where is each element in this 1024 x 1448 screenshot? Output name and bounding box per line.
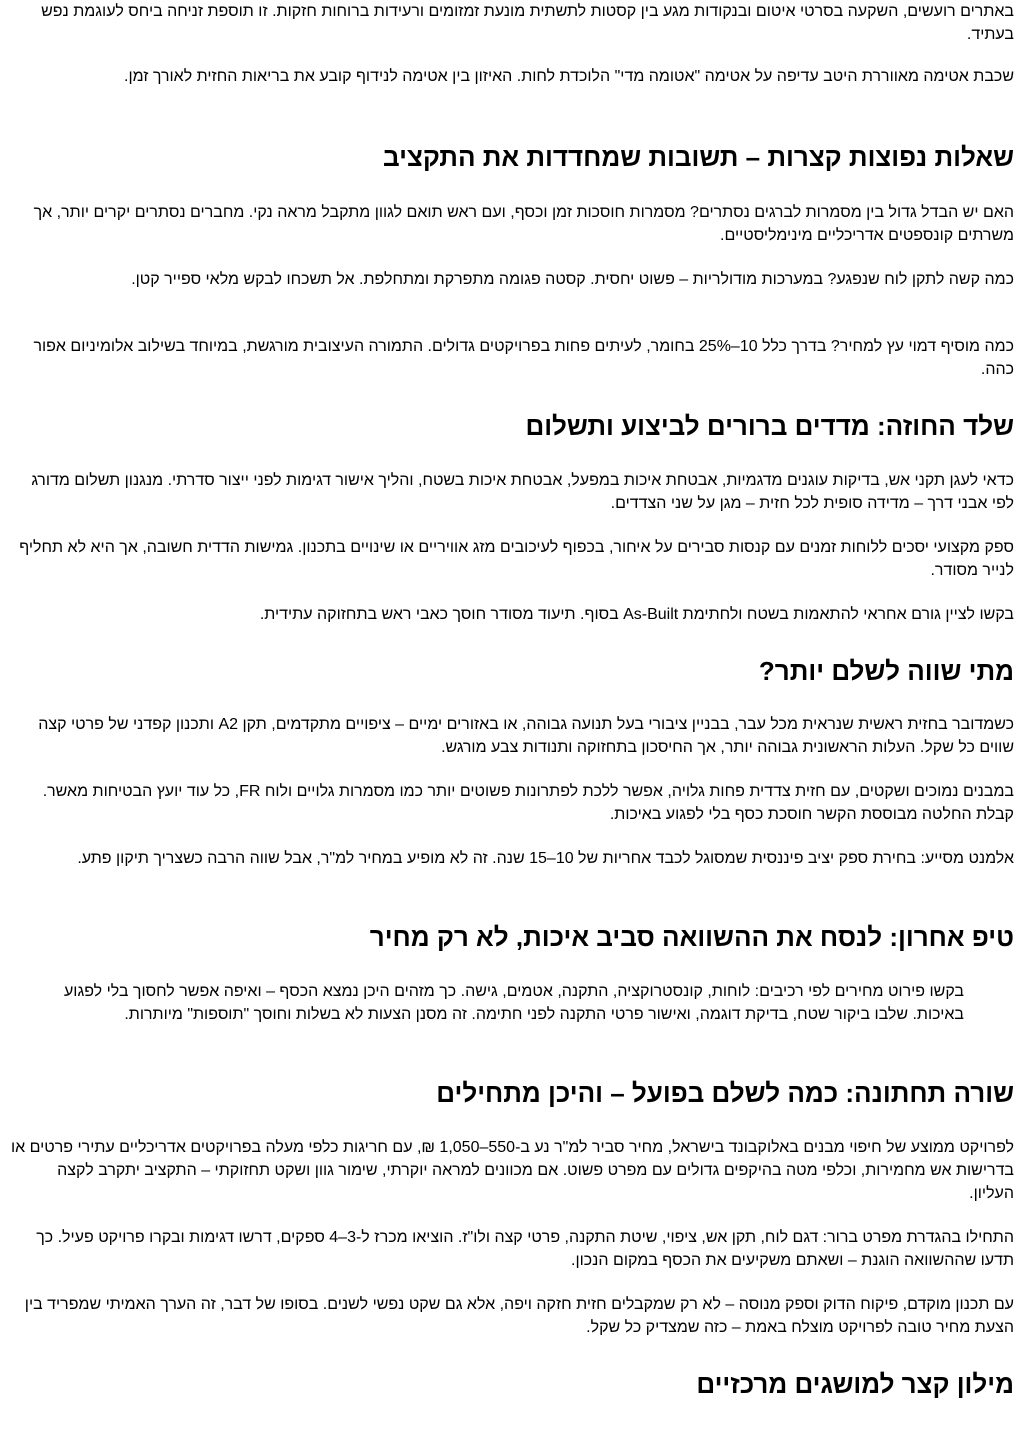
- bottom-paragraph-2: התחילו בהגדרת מפרט ברור: דגם לוח, תקן אש, ציפוי, שיטת התקנה, פרטי קצה ולו"ז. הוציאו מכרז ל-3–4 ספקים, דרשו דגימות ובקרו פרויקט פעיל. כך תדעו שההשוואה הוגנת – ושאתם משקיעים את הכסף במקום הנכון.: [36, 1229, 1014, 1269]
- bottom-heading: שורה תחתונה: כמה לשלם בפועל – והיכן מתחילים: [436, 1078, 1014, 1108]
- contract-heading: שלד החוזה: מדדים ברורים לביצוע ותשלום: [525, 411, 1014, 441]
- contract-paragraph-3: בקשו לציין גורם אחראי להתאמות בשטח ולחתימת As-Built בסוף. תיעוד מסודר חוסך כאבי ראש בתחזוקה עתידית.: [259, 606, 1014, 623]
- faq-paragraph-1: האם יש הבדל גדול בין מסמרות לברגים נסתרים? מסמרות חוסכות זמן וכסף, ועם ראש תואם לגוון מתקבל מראה נקי. מחברים נסתרים יקרים יותר, אך משרתים קונספטים אדריכליים מינימליסטיים.: [33, 204, 1014, 244]
- when-paragraph-2: במבנים נמוכים ושקטים, עם חזית צדדית פחות גלויה, אפשר ללכת לפתרונות פשוטים יותר כמו מסמרות גלויים ולוח FR, כל עוד יועץ הבטיחות מאשר. קבלת החלטה מבוססת הקשר חוסכת כסף בלי לפגוע באיכות.: [42, 783, 1014, 823]
- when-heading: מתי שווה לשלם יותר?: [758, 656, 1014, 686]
- contract-paragraph-2: ספק מקצועי יסכים ללוחות זמנים עם קנסות סבירים על איחור, בכפוף לעיכובים מזג אוויריים או שינויים בתכנון. גמישות הדדית חשובה, אך היא לא תחליף לנייר מסודר.: [19, 539, 1014, 579]
- bottom-paragraph-3: עם תכנון מוקדם, פיקוח הדוק וספק מנוסה – לא רק שמקבלים חזית חזקה ויפה, אלא גם שקט נפשי לשנים. בסופו של דבר, זה הערך האמיתי שמפריד בין הצעת מחיר טובה לפרויקט מוצלח באמת – כזה שמצדיק כל שקל.: [24, 1296, 1014, 1336]
- when-paragraph-3: אלמנט מסייע: בחירת ספק יציב פיננסית שמסוגל לכבד אחריות של 10–15 שנה. זה לא מופיע במחיר למ"ר, אבל שווה הרבה כשצריך תיקון פתע.: [77, 850, 1014, 867]
- glossary-heading: מילון קצר למושגים מרכזיים: [696, 1369, 1014, 1399]
- when-paragraph-1: כשמדובר בחזית ראשית שנראית מכל עבר, בבניין ציבורי בעל תנועה גבוהה, או באזורים ימיים – ציפויים מתקדמים, תקן A2 ותכנון קפדני של פרטי קצה שווים כל שקל. העלות הראשונית גבוהה יותר, אך החיסכון בתחזוקה ותנודות צבע מורגש.: [38, 716, 1014, 756]
- intro-paragraph-1: באתרים רועשים, השקעה בסרטי איטום ובנקודות מגע בין קסטות לתשתית מונעת זמזומים ורעידות ברוחות חזקות. זו תוספת זניחה ביחס לעוגמת נפש בעתיד.: [41, 3, 1014, 43]
- contract-paragraph-1: כדאי לעגן תקני אש, בדיקות עוגנים מדגמיות, אבטחת איכות במפעל, אבטחת איכות בשטח, והליך אישור דגימות לפני ייצור סדרתי. מנגנון תשלום מדורג לפי אבני דרך – מדידה סופית לכל חזית – מגן על שני הצדדים.: [31, 472, 1014, 512]
- faq-paragraph-3: כמה מוסיף דמוי עץ למחיר? בדרך כלל 10–25% בחומר, לעיתים פחות בפרויקטים גדולים. התמורה העיצובית מורגשת, במיוחד בשילוב אלומיניום אפור כהה.: [33, 338, 1014, 378]
- tip-paragraph-1: בקשו פירוט מחירים לפי רכיבים: לוחות, קונסטרוקציה, התקנה, אטמים, גישה. כך מזהים היכן נמצא הכסף – ואיפה אפשר לחסוך בלי לפגוע באיכות. שלבו ביקור שטח, בדיקת דוגמה, ואישור פרטי התקנה לפני חתימה. זה מסנן הצעות לא בשלות וחוסך "תוספות" מיותרות.: [63, 983, 964, 1023]
- intro-paragraph-2: שכבת אטימה מאווררת היטב עדיפה על אטימה "אטומה מדי" הלוכדת לחות. האיזון בין אטימה לנידוף קובע את בריאות החזית לאורך זמן.: [124, 68, 1014, 85]
- bottom-paragraph-1: לפרויקט ממוצע של חיפוי מבנים באלוקבונד בישראל, מחיר סביר למ"ר נע ב-550–1,050 ₪, עם חריגות כלפי מעלה בפרויקטים אדריכליים עתירי פרטים או בדרישות אש מחמירות, וכלפי מטה בהיקפים גדולים עם מפרט פשוט. אם מכוונים למראה יוקרתי, שימור גוון ושקט תחזוקתי – התקציב יתקרב לקצה העליון.: [10, 1139, 1014, 1202]
- faq-heading: שאלות נפוצות קצרות – תשובות שמחדדות את התקציב: [383, 142, 1014, 172]
- tip-heading: טיפ אחרון: לנסח את ההשוואה סביב איכות, לא רק מחיר: [369, 922, 1014, 952]
- faq-paragraph-2: כמה קשה לתקן לוח שנפגע? במערכות מודולריות – פשוט יחסית. קסטה פגומה מתפרקת ומתחלפת. אל תשכחו לבקש מלאי ספייר קטן.: [131, 271, 1014, 288]
